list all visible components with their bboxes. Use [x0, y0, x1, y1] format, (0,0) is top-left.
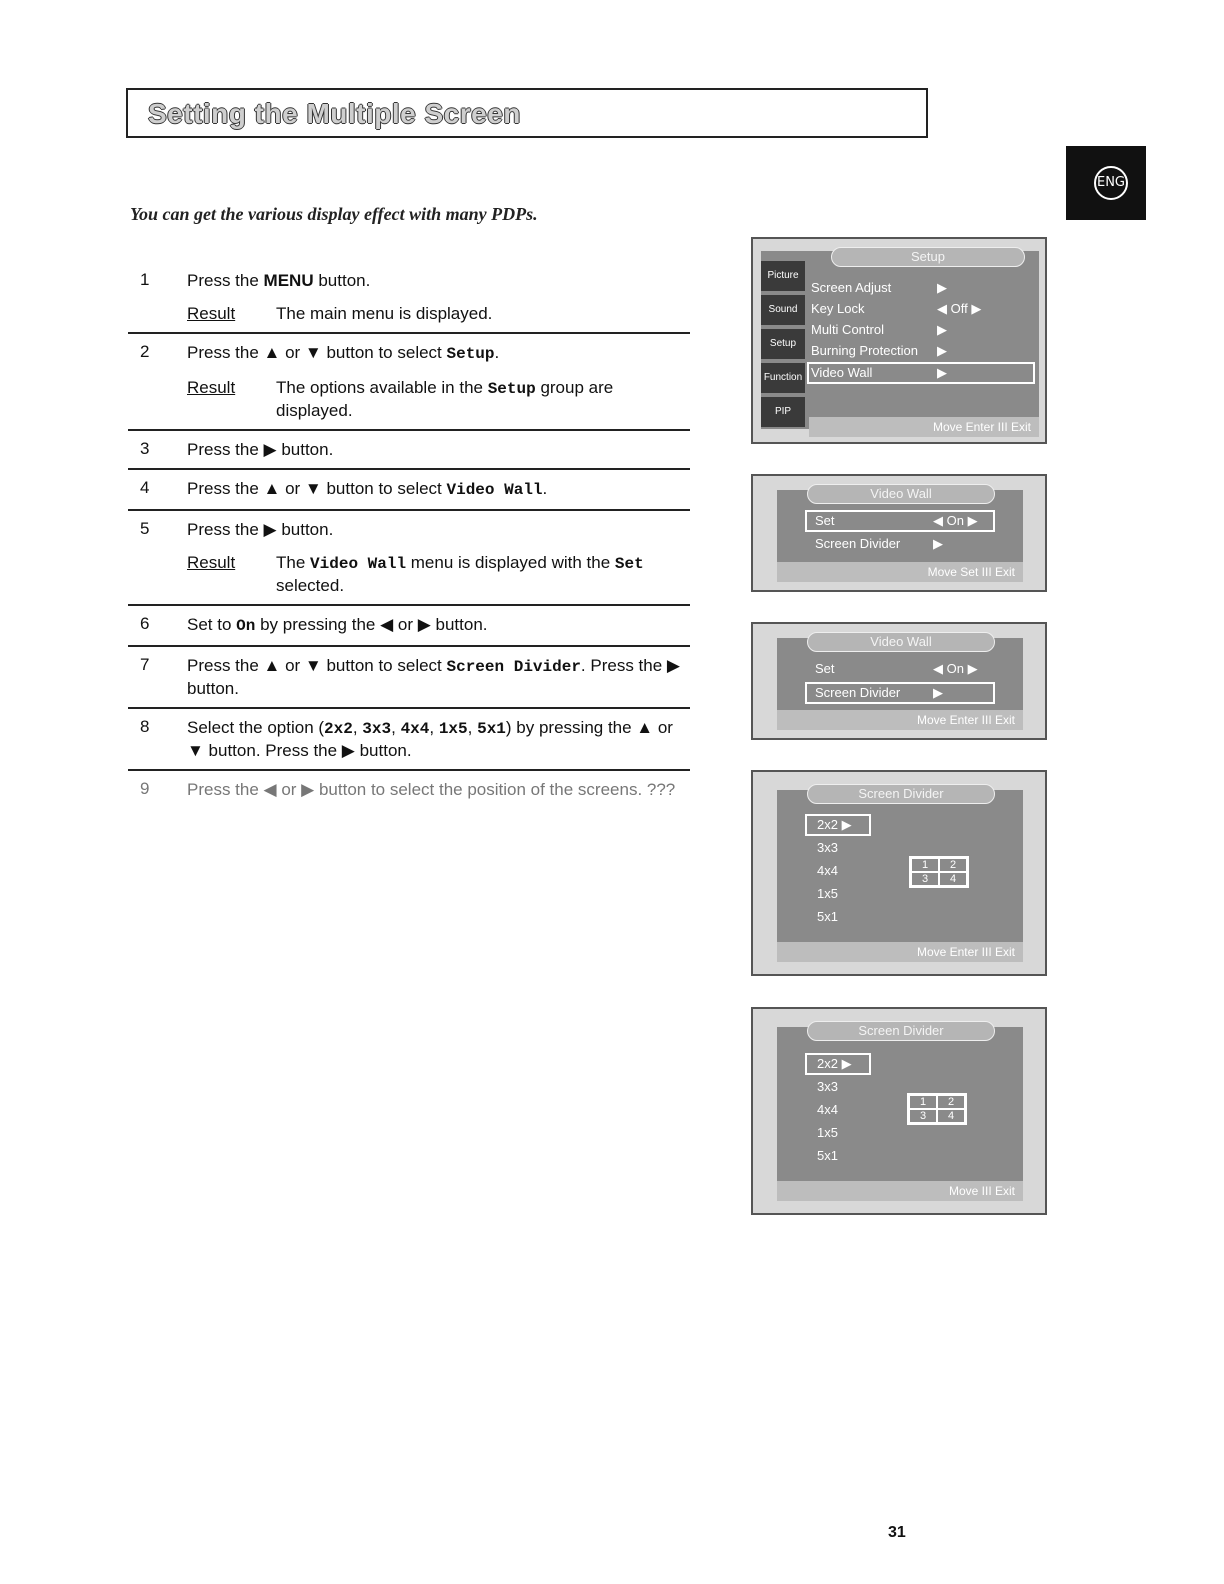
step-number: 6 [140, 614, 150, 633]
osd-item: Screen Divider [815, 685, 901, 700]
osd-value: ▶ [937, 322, 947, 337]
osd-item: Multi Control [811, 322, 884, 337]
step-text: Press the ▶ button. [187, 520, 334, 539]
osd-footer: Move Enter III Exit [809, 417, 1039, 437]
sound-icon: Sound [761, 295, 805, 325]
language-tab [1066, 146, 1146, 220]
osd-header: Screen Divider [807, 1021, 995, 1041]
title-box [126, 88, 928, 138]
osd-value: ▶ [937, 365, 947, 380]
osd-footer: Move Enter III Exit [777, 710, 1023, 730]
subtitle: You can get the various display effect with many PDPs. [130, 204, 538, 224]
picture-icon: Picture [761, 261, 805, 291]
pip-icon: PIP [761, 397, 805, 427]
step-number: 3 [140, 439, 150, 458]
osd-footer: Move Set III Exit [777, 562, 1023, 582]
step [128, 431, 690, 470]
step [128, 647, 690, 709]
step-number: 1 [140, 270, 150, 289]
osd-value: ▶ [937, 343, 947, 358]
step-number: 7 [140, 655, 150, 674]
step-number: 8 [140, 717, 150, 736]
osd-item: Set [815, 661, 835, 676]
osd-value: ◀ On ▶ [933, 513, 978, 528]
step [128, 262, 690, 334]
step [128, 709, 690, 771]
osd-item: Key Lock [811, 301, 865, 316]
osd-value: ◀ Off ▶ [937, 301, 982, 316]
step-result: Result The main menu is displayed. [187, 304, 493, 323]
osd-item: Screen Adjust [811, 280, 892, 295]
step [128, 606, 690, 647]
steps-list [128, 262, 690, 808]
video-wall-screenshot-1 [751, 474, 1047, 592]
osd-value: ▶ [937, 280, 947, 295]
osd-item: 3x3 [817, 840, 838, 855]
osd-item: 5x1 [817, 909, 838, 924]
step-number: 9 [140, 779, 150, 798]
step-result: Result The Video Wall menu is displayed with the Set selected. [187, 553, 644, 595]
video-wall-screenshot-2 [751, 622, 1047, 740]
osd-footer: Move Enter III Exit [777, 942, 1023, 962]
osd-item: 4x4 [817, 1102, 838, 1117]
step-text: Press the MENU button. [187, 271, 371, 290]
osd-header: Video Wall [807, 632, 995, 652]
step-text: Set to On by pressing the ◀ or ▶ button. [187, 615, 488, 635]
step [128, 771, 690, 808]
setup-menu-screenshot [751, 237, 1047, 444]
step-number: 4 [140, 478, 150, 497]
page-title: Setting the Multiple Screen [148, 98, 521, 129]
step [128, 334, 690, 431]
osd-item: 2x2 ▶ [817, 817, 852, 832]
osd-item: 4x4 [817, 863, 838, 878]
step-text: Select the option (2x2, 3x3, 4x4, 1x5, 5x1) by pressing the ▲ or ▼ button. Press the ▶ button. [187, 718, 673, 760]
step-text: Press the ▲ or ▼ button to select Setup. [187, 343, 500, 363]
osd-header: Video Wall [807, 484, 995, 504]
function-icon: Function [761, 363, 805, 393]
osd-footer: Move III Exit [777, 1181, 1023, 1201]
osd-item: Set [815, 513, 835, 528]
osd-item: 1x5 [817, 886, 838, 901]
osd-item: 1x5 [817, 1125, 838, 1140]
step [128, 511, 690, 606]
step-text: Press the ▶ button. [187, 440, 334, 459]
osd-header: Setup [831, 247, 1025, 267]
divider-grid-preview: 1 2 3 4 [907, 1093, 967, 1125]
divider-grid-preview: 1 2 3 4 [909, 856, 969, 888]
screen-divider-screenshot-2 [751, 1007, 1047, 1215]
osd-value: ▶ [933, 685, 943, 700]
step-result: Result The options available in the Setup group are displayed. [187, 378, 614, 420]
osd-value: ◀ On ▶ [933, 661, 978, 676]
osd-item: 3x3 [817, 1079, 838, 1094]
osd-header: Screen Divider [807, 784, 995, 804]
page-number: 31 [888, 1524, 906, 1541]
osd-item: 5x1 [817, 1148, 838, 1163]
step-text: Press the ◀ or ▶ button to select the position of the screens. ??? [187, 780, 676, 799]
step-number: 2 [140, 342, 150, 361]
osd-item: Burning Protection [811, 343, 918, 358]
step-text: Press the ▲ or ▼ button to select Video Wall. [187, 479, 548, 499]
osd-item: 2x2 ▶ [817, 1056, 852, 1071]
osd-item: Screen Divider [815, 536, 901, 551]
step [128, 470, 690, 511]
osd-value: ▶ [933, 536, 943, 551]
step-text: Press the ▲ or ▼ button to select Screen Divider. Press the ▶ button. [187, 656, 680, 698]
osd-item: Video Wall [811, 365, 873, 380]
setup-icon: Setup [761, 329, 805, 359]
step-number: 5 [140, 519, 150, 538]
eng-badge: ENG [1094, 166, 1128, 200]
screen-divider-screenshot-1 [751, 770, 1047, 976]
